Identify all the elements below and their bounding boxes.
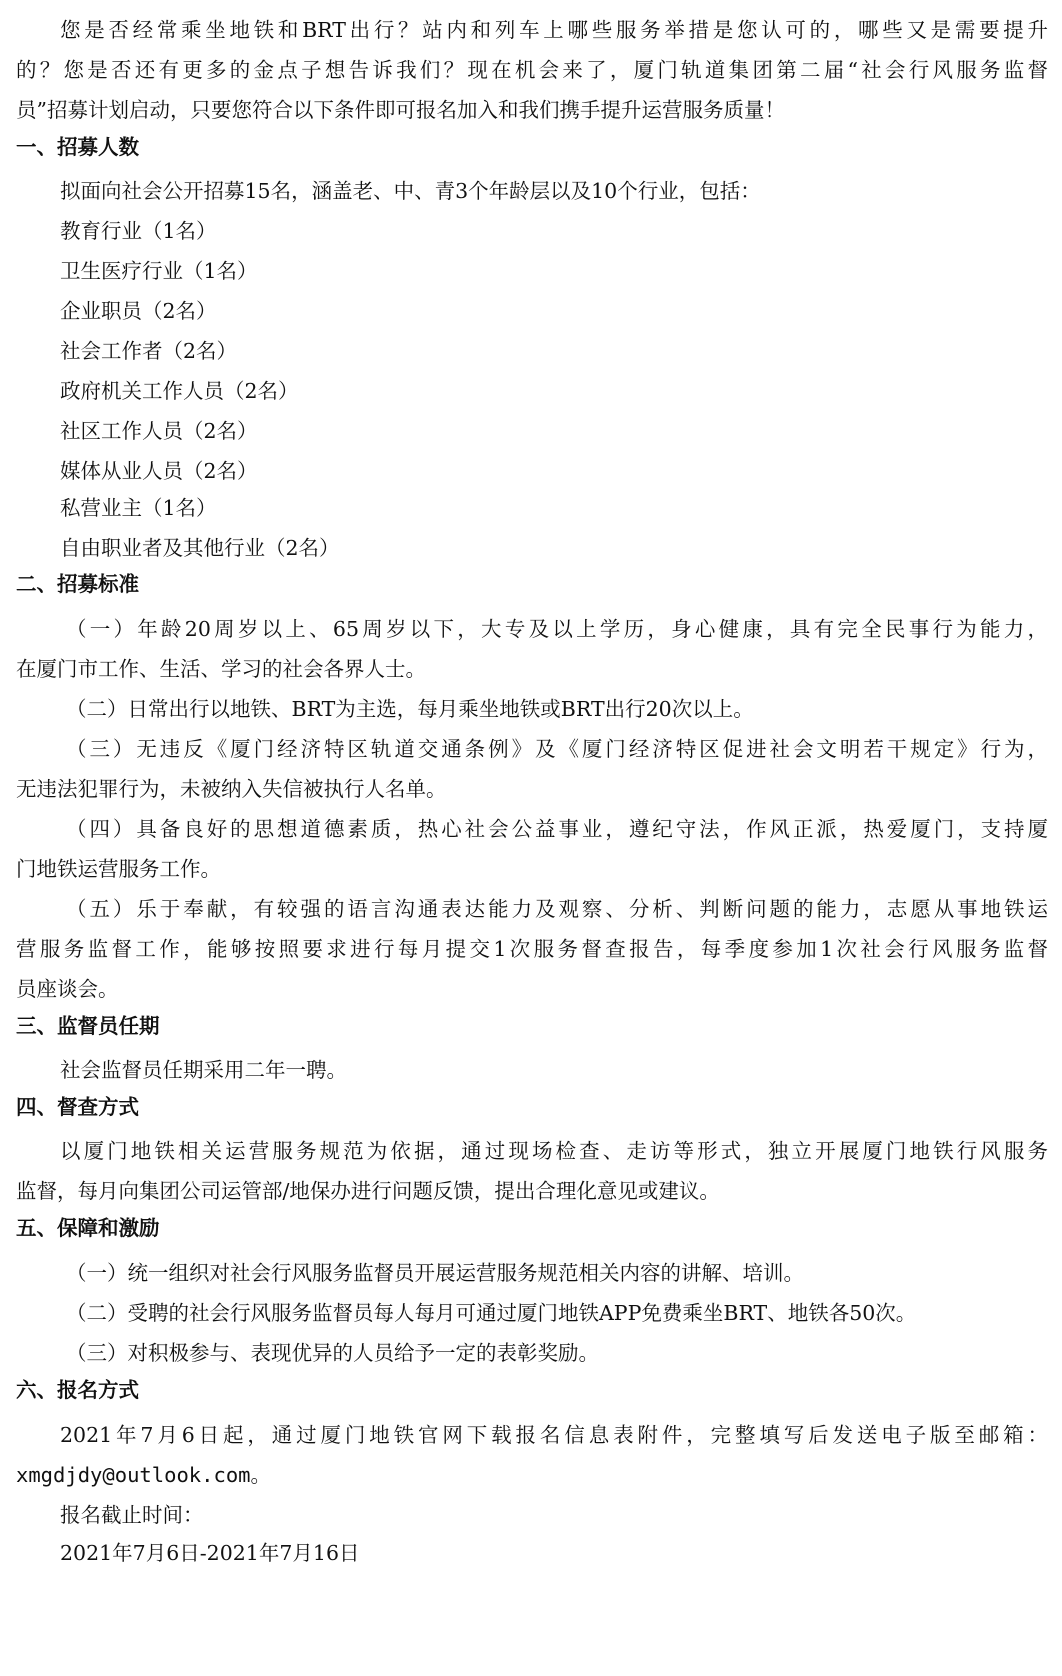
list-item: 企业职员（2名） <box>60 299 217 323</box>
list-item: 私营业主（1名） <box>60 496 217 520</box>
standard-line: 员座谈会。 <box>16 977 119 1001</box>
standard-line: 在厦门市工作、生活、学习的社会各界人士。 <box>16 657 426 681</box>
list-item: 教育行业（1名） <box>60 219 217 243</box>
section-heading-inspection: 四、督查方式 <box>16 1095 139 1119</box>
list-item: 卫生医疗行业（1名） <box>60 259 258 283</box>
incentive-line: （二）受聘的社会行风服务监督员每人每月可通过厦门地铁APP免费乘坐BRT、地铁各50次。 <box>66 1301 917 1325</box>
intro-line: 您是否经常乘坐地铁和BRT出行？站内和列车上哪些服务举措是您认可的，哪些又是需要提升 <box>60 18 1048 42</box>
standard-line: 营服务监督工作，能够按照要求进行每月提交1次服务督查报告，每季度参加1次社会行风服务监督 <box>16 937 1048 961</box>
inspection-line: 以厦门地铁相关运营服务规范为依据，通过现场检查、走访等形式，独立开展厦门地铁行风服务 <box>60 1139 1048 1163</box>
section-heading-registration: 六、报名方式 <box>16 1378 139 1402</box>
section-heading-recruit-count: 一、招募人数 <box>16 135 139 159</box>
section-heading-recruit-standard: 二、招募标准 <box>16 572 139 596</box>
standard-line: （三）无违反《厦门经济特区轨道交通条例》及《厦门经济特区促进社会文明若干规定》行为， <box>66 737 1048 761</box>
incentive-line: （一）统一组织对社会行风服务监督员开展运营服务规范相关内容的讲解、培训。 <box>66 1261 804 1285</box>
section-heading-incentive: 五、保障和激励 <box>16 1216 160 1240</box>
recruit-count-lead: 拟面向社会公开招募15名，涵盖老、中、青3个年龄层以及10个行业，包括： <box>60 179 761 203</box>
registration-line: 2021年7月6日起，通过厦门地铁官网下载报名信息表附件，完整填写后发送电子版至邮箱： <box>60 1423 1048 1447</box>
intro-line: 的？您是否还有更多的金点子想告诉我们？现在机会来了，厦门轨道集团第二届“社会行风服务监督 <box>16 58 1048 82</box>
registration-email: xmgdjdy@outlook.com。 <box>16 1463 271 1487</box>
standard-line: 无违法犯罪行为，未被纳入失信被执行人名单。 <box>16 777 447 801</box>
section-heading-term: 三、监督员任期 <box>16 1014 160 1038</box>
standard-line: （四）具备良好的思想道德素质，热心社会公益事业，遵纪守法，作风正派，热爱厦门，支持厦 <box>66 817 1048 841</box>
deadline-value: 2021年7月6日-2021年7月16日 <box>60 1541 360 1565</box>
intro-line: 员”招募计划启动，只要您符合以下条件即可报名加入和我们携手提升运营服务质量！ <box>16 98 785 122</box>
standard-line: （五）乐于奉献，有较强的语言沟通表达能力及观察、分析、判断问题的能力，志愿从事地铁运 <box>66 897 1048 921</box>
incentive-line: （三）对积极参与、表现优异的人员给予一定的表彰奖励。 <box>66 1341 599 1365</box>
list-item: 媒体从业人员（2名） <box>60 459 258 483</box>
list-item: 自由职业者及其他行业（2名） <box>60 536 340 560</box>
list-item: 政府机关工作人员（2名） <box>60 379 299 403</box>
standard-line: （一）年龄20周岁以上、65周岁以下，大专及以上学历，身心健康，具有完全民事行为能力， <box>66 617 1048 641</box>
standard-line: （二）日常出行以地铁、BRT为主选，每月乘坐地铁或BRT出行20次以上。 <box>66 697 754 721</box>
list-item: 社区工作人员（2名） <box>60 419 258 443</box>
inspection-line: 监督，每月向集团公司运管部/地保办进行问题反馈，提出合理化意见或建议。 <box>16 1179 720 1203</box>
term-text: 社会监督员任期采用二年一聘。 <box>60 1058 347 1082</box>
standard-line: 门地铁运营服务工作。 <box>16 857 221 881</box>
deadline-label: 报名截止时间： <box>60 1503 204 1527</box>
list-item: 社会工作者（2名） <box>60 339 238 363</box>
